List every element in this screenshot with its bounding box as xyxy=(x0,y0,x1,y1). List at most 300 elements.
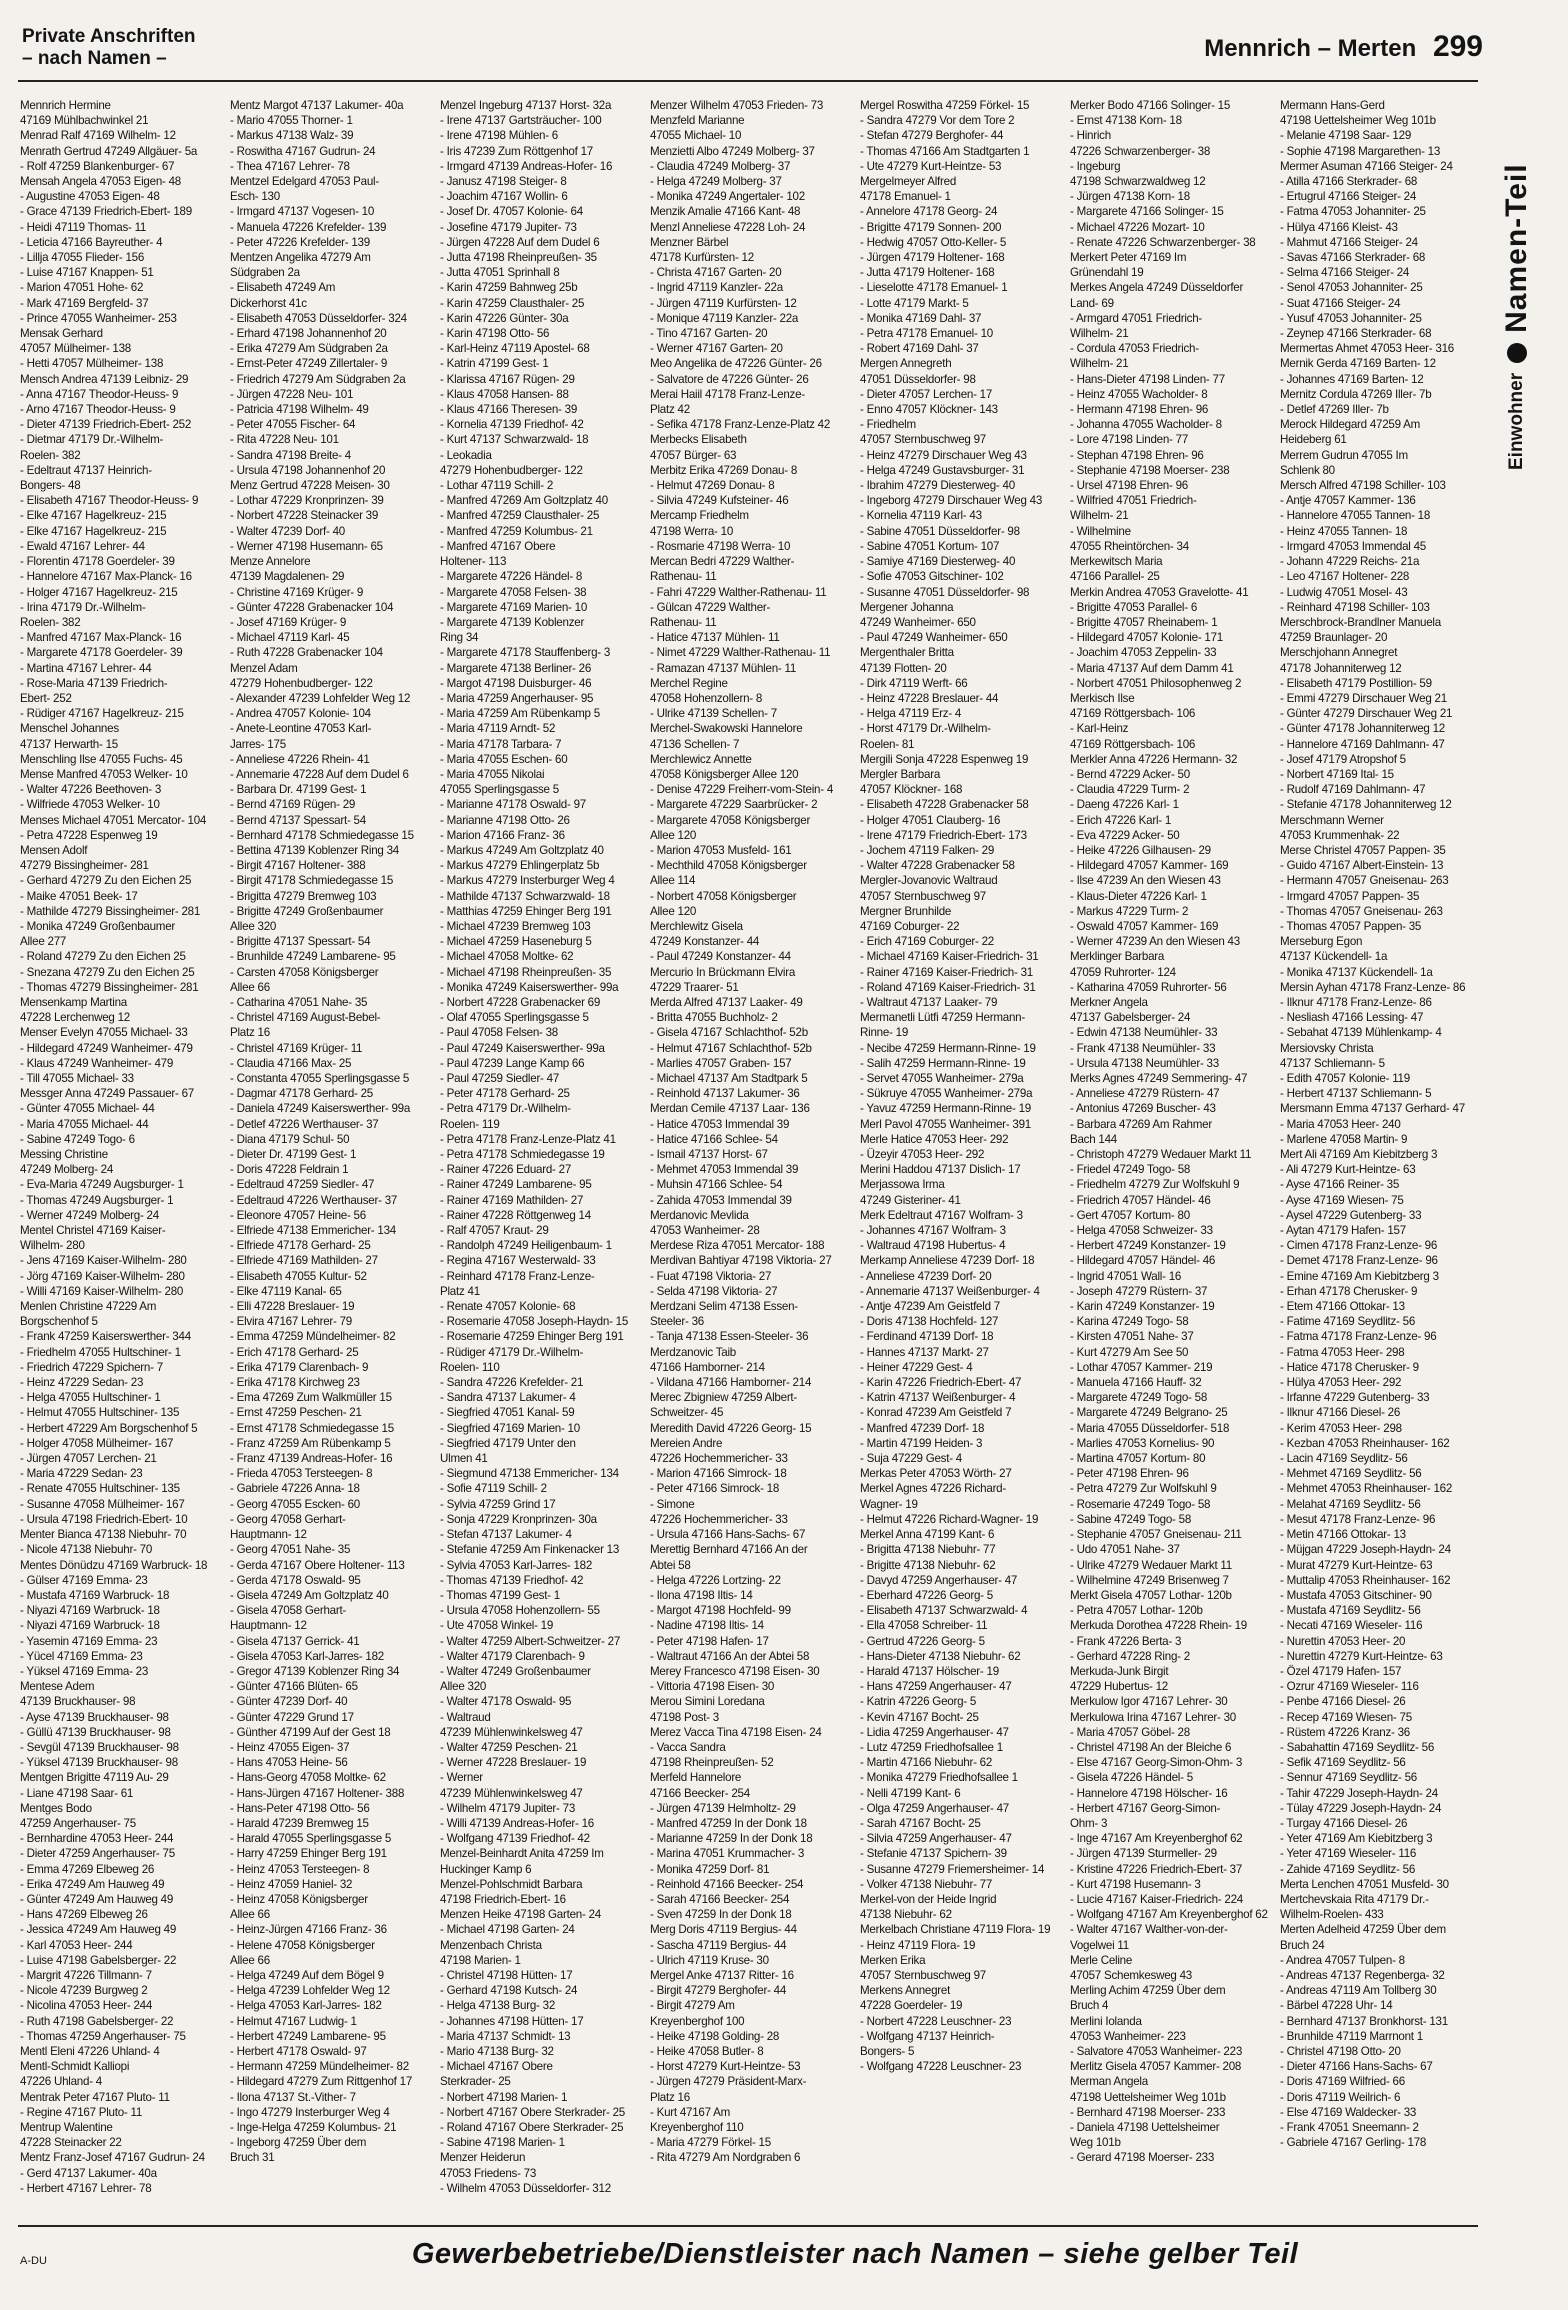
directory-entry: 47169 Mühlbachwinkel 21 xyxy=(20,114,149,128)
directory-entry: - Willi 47169 Kaiser-Wilhelm- 280 xyxy=(20,1284,184,1298)
directory-entry: - Hildegard 47057 Händel- 46 xyxy=(1070,1254,1216,1268)
directory-entry: - Irmgard 47137 Vogesen- 10 xyxy=(230,205,375,219)
directory-entry: 47139 Magdalenen- 29 xyxy=(230,570,345,584)
directory-entry: - Maria 47137 Auf dem Damm 41 xyxy=(1070,661,1234,675)
directory-entry: Mertchevskaia Rita 47179 Dr.- xyxy=(1280,1892,1429,1906)
directory-entry: - Holger 47058 Mülheimer- 167 xyxy=(20,1436,174,1450)
directory-entry: Mentes Dönüdzu 47169 Warbruck- 18 xyxy=(20,1558,208,1572)
directory-entry: - Bernhard 47178 Schmiedegasse 15 xyxy=(230,828,414,842)
section-heading xyxy=(22,26,196,70)
directory-entry: Merse Christel 47057 Pappen- 35 xyxy=(1280,843,1446,857)
directory-entry: - Udo 47051 Nahe- 37 xyxy=(1070,1543,1180,1557)
directory-entry: - Rosemarie 47058 Joseph-Haydn- 15 xyxy=(440,1315,629,1329)
directory-entry: 47229 Traarer- 51 xyxy=(650,980,739,994)
directory-entry: - Eva 47229 Acker- 50 xyxy=(1070,828,1180,842)
directory-entry: - Gisela 47167 Schlachthof- 52b xyxy=(650,1026,808,1040)
directory-entry: - Christoph 47279 Wedauer Markt 11 xyxy=(1070,1148,1252,1162)
directory-entry: - Sabahattin 47169 Seydlitz- 56 xyxy=(1280,1740,1435,1754)
directory-entry: - Olaf 47055 Sperlingsgasse 5 xyxy=(440,1011,589,1025)
directory-entry: Menschling Ilse 47055 Fuchs- 45 xyxy=(20,752,183,766)
directory-entry: - Walter 47226 Beethoven- 3 xyxy=(20,783,162,797)
directory-entry: - Özel 47179 Hafen- 157 xyxy=(1280,1664,1402,1678)
directory-entry: Ulmen 41 xyxy=(440,1452,488,1466)
directory-entry: 47259 Angerhauser- 75 xyxy=(20,1816,136,1830)
directory-entry: - Maria 47229 Sedan- 23 xyxy=(20,1467,143,1481)
directory-entry: - Hannelore 47055 Tannen- 18 xyxy=(1280,509,1431,523)
directory-entry: 47053 Friedens- 73 xyxy=(440,2166,537,2180)
directory-entry: - Tino 47167 Garten- 20 xyxy=(650,327,768,341)
directory-entry: - Elisabeth 47053 Düsseldorfer- 324 xyxy=(230,311,407,325)
directory-entry: - Mustafa 47053 Gitschiner- 90 xyxy=(1280,1588,1432,1602)
directory-entry: - Norbert 47228 Grabenacker 69 xyxy=(440,995,601,1009)
directory-entry: - Herbert 47178 Oswald- 97 xyxy=(230,2045,367,2058)
directory-entry: 47229 Hubertus- 12 xyxy=(1070,1680,1168,1694)
directory-entry: Allee 277 xyxy=(20,935,67,949)
directory-entry: - Michael 47137 Am Stadtpark 5 xyxy=(650,1072,808,1085)
directory-entry: - Anna 47167 Theodor-Heuss- 9 xyxy=(20,387,179,401)
directory-entry: - Lothar 47229 Kronprinzen- 39 xyxy=(230,494,384,508)
directory-entry: - Katrin 47137 Weißenburger- 4 xyxy=(860,1391,1016,1405)
directory-entry: - Paul 47249 Kaiserswerther- 99a xyxy=(440,1041,605,1055)
directory-entry: - Roswitha 47167 Gudrun- 24 xyxy=(230,144,376,158)
directory-entry: - Elisabeth 47228 Grabenacker 58 xyxy=(860,798,1029,812)
directory-entry: Mergelmeyer Alfred xyxy=(860,175,957,189)
directory-entry: - Margarete 47058 Königsberger xyxy=(650,813,811,827)
directory-entry: - Klaus-Dieter 47226 Karl- 1 xyxy=(1070,889,1207,903)
directory-entry: - Günter 47055 Michael- 44 xyxy=(20,1102,155,1116)
directory-entry: - Regine 47167 Pluto- 11 xyxy=(20,2105,143,2119)
directory-entry: - Robert 47169 Dahl- 37 xyxy=(860,342,979,356)
directory-entry: - Rainer 47169 Kaiser-Friedrich- 31 xyxy=(860,965,1033,979)
directory-entry: - Ewald 47167 Lehrer- 44 xyxy=(20,539,145,553)
directory-entry: - Lucie 47167 Kaiser-Friedrich- 224 xyxy=(1070,1892,1243,1906)
directory-entry: Merkewitsch Maria xyxy=(1070,555,1163,569)
directory-entry: Merker Bodo 47166 Solinger- 15 xyxy=(1070,99,1231,112)
directory-entry: Merrem Gudrun 47055 Im xyxy=(1280,448,1408,462)
directory-entry: 47279 Hohenbudberger- 122 xyxy=(230,676,373,690)
directory-entry: - Bettina 47139 Koblenzer Ring 34 xyxy=(230,843,399,857)
directory-entry: - Harald 47137 Hölscher- 19 xyxy=(860,1664,999,1678)
directory-entry: - Hatice 47137 Mühlen- 11 xyxy=(650,631,780,645)
directory-entry: - Andreas 47119 Am Tollberg 30 xyxy=(1280,1984,1437,1998)
directory-entry: - Snezana 47279 Zu den Eichen 25 xyxy=(20,965,195,979)
directory-entry: Dickerhorst 41c xyxy=(230,296,307,310)
directory-entry: 47051 Düsseldorfer- 98 xyxy=(860,372,976,386)
directory-entry: - Herbert 47249 Lambarene- 95 xyxy=(230,2029,386,2043)
directory-entry: - Karina 47249 Togo- 58 xyxy=(1070,1315,1189,1329)
directory-entry: - Peter 47226 Krefelder- 139 xyxy=(230,235,370,249)
directory-entry: 47055 Rheintörchen- 34 xyxy=(1070,539,1189,553)
directory-entry: - Erika 47178 Kirchweg 23 xyxy=(230,1376,360,1390)
directory-entry: 47178 Johanniterweg 12 xyxy=(1280,661,1402,675)
directory-entry: Mensenkamp Martina xyxy=(20,995,127,1009)
directory-entry: Abtei 58 xyxy=(650,1558,691,1572)
directory-entry: - Heinz 47059 Haniel- 32 xyxy=(230,1877,353,1891)
directory-entry: - Ernst 47178 Schmiedegasse 15 xyxy=(230,1421,394,1435)
directory-entry: - Salvatore 47053 Wanheimer- 223 xyxy=(1070,2045,1243,2058)
directory-entry: - Birgit 47279 Am xyxy=(650,1999,735,2013)
footer-banner: Gewerbebetriebe/Dienstleister nach Namen – siehe gelber Teil xyxy=(411,2238,1299,2270)
directory-entry: - Jürgen 47139 Sturmeller- 29 xyxy=(1070,1847,1217,1861)
directory-entry: Allee 66 xyxy=(230,980,270,994)
directory-entry: - Susanne 47051 Düsseldorfer- 98 xyxy=(860,585,1030,599)
directory-entry: - Irene 47137 Gartsträucher- 100 xyxy=(440,114,602,128)
directory-entry: - Helmut 47167 Ludwig- 1 xyxy=(230,2014,357,2028)
directory-entry: - Sükruye 47055 Wanheimer- 279a xyxy=(860,1087,1033,1101)
directory-entry: - Paul 47249 Wanheimer- 650 xyxy=(860,631,1008,645)
directory-entry: - Claudia 47249 Molberg- 37 xyxy=(650,159,791,173)
directory-entry: Ohm- 3 xyxy=(1070,1816,1108,1830)
directory-entry: - Werner 47239 An den Wiesen 43 xyxy=(1070,935,1240,949)
directory-entry: - Sandra 47198 Breite- 4 xyxy=(230,448,351,462)
directory-entry: - Gisela 47058 Gerhart- xyxy=(230,1604,347,1618)
listing-column-4 xyxy=(650,98,850,2163)
directory-entry: Merklinger Barbara xyxy=(1070,950,1165,964)
directory-entry: - Heike 47058 Butler- 8 xyxy=(650,2045,764,2058)
directory-entry: - Daeng 47226 Karl- 1 xyxy=(1070,798,1179,812)
directory-entry: - Yüksel 47169 Emma- 23 xyxy=(20,1664,149,1678)
directory-entry: - Liane 47198 Saar- 61 xyxy=(20,1786,134,1800)
directory-entry: Wilhelm- 21 xyxy=(1070,327,1129,341)
directory-entry: - Constanta 47055 Sperlingsgasse 5 xyxy=(230,1072,410,1085)
directory-entry: - Maria 47259 Angerhauser- 95 xyxy=(440,691,594,705)
directory-entry: - Birgit 47178 Schmiedegasse 15 xyxy=(230,874,394,888)
directory-entry: - Monika 47249 Angertaler- 102 xyxy=(650,190,805,204)
directory-entry: - Ursel 47198 Ehren- 96 xyxy=(1070,479,1188,493)
directory-entry: - Gisela 47137 Gerrick- 41 xyxy=(230,1634,360,1648)
directory-entry: - Hülya 47166 Kleist- 43 xyxy=(1280,220,1398,234)
directory-entry: - Karin 47249 Konstanzer- 19 xyxy=(1070,1300,1215,1314)
directory-entry: - Guido 47167 Albert-Einstein- 13 xyxy=(1280,859,1444,873)
directory-entry: - Karin 47259 Clausthaler- 25 xyxy=(440,296,585,310)
directory-entry: 47057 Klöckner- 168 xyxy=(860,783,963,797)
directory-entry: - Wilfriede 47053 Welker- 10 xyxy=(20,798,160,812)
directory-entry: - Wilfried 47051 Friedrich- xyxy=(1070,494,1197,508)
directory-entry: Bach 144 xyxy=(1070,1132,1117,1146)
directory-entry: - Sabine 47051 Kortum- 107 xyxy=(860,539,1000,553)
bullet-dot-icon xyxy=(1507,343,1527,363)
directory-entry: 47198 Werra- 10 xyxy=(650,524,734,538)
directory-entry: - Gisela 47226 Händel- 5 xyxy=(1070,1771,1193,1785)
directory-entry: - Anete-Leontine 47053 Karl- xyxy=(230,722,372,736)
directory-entry: - Michael 47119 Karl- 45 xyxy=(230,631,350,645)
directory-entry: - Mario 47138 Burg- 32 xyxy=(440,2045,554,2058)
directory-entry: - Peter 47166 Simrock- 18 xyxy=(650,1482,780,1496)
directory-entry: - Erika 47279 Am Südgraben 2a xyxy=(230,342,388,356)
directory-entry: - Augustine 47053 Eigen- 48 xyxy=(20,190,160,204)
directory-entry: - Detlef 47269 Iller- 7b xyxy=(1280,403,1389,417)
directory-entry: - Elisabeth 47249 Am xyxy=(230,281,336,295)
directory-entry: - Karl-Heinz 47119 Apostel- 68 xyxy=(440,342,590,356)
directory-entry: - Heinz 47055 Wacholder- 8 xyxy=(1070,387,1208,401)
directory-entry: - Bernhard 47137 Bronkhorst- 131 xyxy=(1280,2014,1448,2028)
directory-entry: Schlenk 80 xyxy=(1280,463,1335,477)
directory-entry: - Sandra 47137 Lakumer- 4 xyxy=(440,1391,576,1405)
directory-entry: - Ulrike 47279 Wedauer Markt 11 xyxy=(1070,1558,1232,1572)
directory-entry: Mentrak Peter 47167 Pluto- 11 xyxy=(20,2090,170,2104)
directory-entry: - Helmut 47269 Donau- 8 xyxy=(650,479,775,493)
directory-entry: - Ismail 47137 Horst- 67 xyxy=(650,1148,768,1162)
directory-entry: - Necati 47169 Wieseler- 116 xyxy=(1280,1619,1423,1633)
directory-entry: - Hans 47259 Angerhauser- 47 xyxy=(860,1680,1012,1694)
directory-entry: - Reinhold 47137 Lakumer- 36 xyxy=(650,1087,800,1101)
directory-entry: - Fatma 47053 Heer- 298 xyxy=(1280,1345,1405,1359)
directory-entry: Kreyenberghof 110 xyxy=(650,2121,744,2135)
directory-entry: - Bernhardine 47053 Heer- 244 xyxy=(20,1832,174,1846)
directory-entry: - Hedwig 47057 Otto-Keller- 5 xyxy=(860,235,1007,249)
section-heading-line2: – nach Namen – xyxy=(22,48,167,69)
directory-entry: 47198 Friedrich-Ebert- 16 xyxy=(440,1892,566,1906)
directory-entry: Merkin Andrea 47053 Gravelotte- 41 xyxy=(1070,585,1249,599)
directory-entry: - Kezban 47053 Rheinhauser- 162 xyxy=(1280,1436,1450,1450)
directory-entry: 47178 Kurfürsten- 12 xyxy=(650,251,754,265)
directory-entry: - Senol 47053 Johanniter- 25 xyxy=(1280,281,1423,295)
directory-entry: - Ingeborg 47279 Dirschauer Weg 43 xyxy=(860,494,1043,508)
directory-entry: Menz Gertrud 47228 Meisen- 30 xyxy=(230,479,390,493)
directory-entry: - Sebahat 47139 Mühlenkamp- 4 xyxy=(1280,1026,1442,1040)
directory-entry: - Heinz 47055 Eigen- 37 xyxy=(230,1740,350,1754)
directory-entry: - Nurettin 47279 Kurt-Heintze- 63 xyxy=(1280,1649,1443,1663)
directory-entry: - Herbert 47167 Georg-Simon- xyxy=(1070,1801,1221,1815)
directory-entry: - Suat 47166 Steiger- 24 xyxy=(1280,296,1401,310)
directory-entry: - Margarete 47226 Händel- 8 xyxy=(440,570,583,584)
directory-entry: Rathenau- 11 xyxy=(650,570,717,584)
directory-entry: - Claudia 47229 Turm- 2 xyxy=(1070,783,1190,797)
directory-entry: - Manfred 47239 Dorf- 18 xyxy=(860,1421,985,1435)
directory-entry: Mentel Christel 47169 Kaiser- xyxy=(20,1224,166,1238)
directory-entry: Holtener- 113 xyxy=(440,555,507,569)
directory-entry: Mentzel Edelgard 47053 Paul- xyxy=(230,175,379,189)
directory-entry: - Dietmar 47179 Dr.-Wilhelm- xyxy=(20,433,164,447)
directory-entry: 47059 Ruhrorter- 124 xyxy=(1070,965,1176,979)
directory-entry: - Grace 47139 Friedrich-Ebert- 189 xyxy=(20,205,192,219)
directory-entry: 47058 Königsberger Allee 120 xyxy=(650,767,799,781)
directory-entry: - Erich 47226 Karl- 1 xyxy=(1070,813,1172,827)
directory-entry: - Friedhelm 47055 Hultschiner- 1 xyxy=(20,1345,181,1359)
directory-entry: - Thomas 47199 Gest- 1 xyxy=(440,1588,560,1602)
directory-entry: - Yüksel 47139 Bruckhauser- 98 xyxy=(20,1756,178,1770)
directory-entry: - Elisabeth 47137 Schwarzwald- 4 xyxy=(860,1604,1028,1618)
directory-entry: - Stefan 47137 Lakumer- 4 xyxy=(440,1528,572,1542)
directory-entry: - Ute 47058 Winkel- 19 xyxy=(440,1619,554,1633)
directory-entry: 47226 Uhland- 4 xyxy=(20,2075,102,2089)
directory-entry: - Leokadia xyxy=(440,448,492,462)
directory-entry: - Irfanne 47229 Gutenberg- 33 xyxy=(1280,1391,1430,1405)
directory-entry: - Nadine 47198 Iltis- 14 xyxy=(650,1619,764,1633)
directory-entry: - Gertrud 47226 Georg- 5 xyxy=(860,1634,985,1648)
directory-entry: - Peter 47198 Ehren- 96 xyxy=(1070,1467,1189,1481)
directory-entry: - Holger 47051 Clauberg- 16 xyxy=(860,813,1001,827)
directory-entry: - Antje 47057 Kammer- 136 xyxy=(1280,494,1416,508)
directory-entry: - Markus 47279 Insterburger Weg 4 xyxy=(440,874,615,888)
directory-entry: - Monika 47279 Friedhofsallee 1 xyxy=(860,1771,1018,1785)
directory-entry: Merkelbach Christiane 47119 Flora- 19 xyxy=(860,1923,1051,1937)
directory-entry: - Thomas 47057 Gneisenau- 263 xyxy=(1280,904,1443,918)
directory-entry: - Hannelore 47169 Dahlmann- 47 xyxy=(1280,737,1445,751)
directory-entry: - Ingeborg 47259 Über dem xyxy=(230,2136,367,2150)
directory-entry: - Norbert 47228 Leuschner- 23 xyxy=(860,2014,1012,2028)
directory-entry: - Rudolf 47169 Dahlmann- 47 xyxy=(1280,783,1426,797)
directory-entry: Mersiovsky Christa xyxy=(1280,1041,1374,1055)
directory-entry: - Sabine 47249 Togo- 58 xyxy=(1070,1512,1192,1526)
directory-entry: Merseburg Egon xyxy=(1280,935,1363,949)
directory-entry: - Paul 47058 Felsen- 38 xyxy=(440,1026,558,1040)
directory-entry: - Manfred 47269 Am Goltzplatz 40 xyxy=(440,494,608,508)
directory-entry: - Hatice 47166 Schlee- 54 xyxy=(650,1132,778,1146)
directory-entry: - Günther 47199 Auf der Gest 18 xyxy=(230,1725,391,1739)
directory-entry: - Florentin 47178 Goerdeler- 39 xyxy=(20,555,175,569)
directory-entry: - Erika 47249 Am Hauweg 49 xyxy=(20,1877,165,1891)
directory-entry: - Anneliese 47239 Dorf- 20 xyxy=(860,1269,992,1283)
directory-entry: - Ingeburg xyxy=(1070,159,1121,173)
directory-entry: Sterkrader- 25 xyxy=(440,2075,511,2089)
directory-entry: - Karl 47053 Heer- 244 xyxy=(20,1938,133,1952)
directory-entry: Borgschenhof 5 xyxy=(20,1315,98,1329)
directory-entry: - Irmgard 47139 Andreas-Hofer- 16 xyxy=(440,159,613,173)
directory-entry: - Joachim 47167 Wollin- 6 xyxy=(440,190,568,204)
directory-entry: Südgraben 2a xyxy=(230,266,300,280)
directory-entry: - Hermann 47057 Gneisenau- 263 xyxy=(1280,874,1449,888)
directory-entry: Mensah Angela 47053 Eigen- 48 xyxy=(20,175,181,189)
directory-entry: Menzl Anneliese 47228 Loh- 24 xyxy=(650,220,806,234)
directory-entry: - Mathilde 47279 Bissingheimer- 281 xyxy=(20,904,201,918)
directory-entry: - Cimen 47178 Franz-Lenze- 96 xyxy=(1280,1239,1438,1253)
directory-entry: Wilhelm-Roelen- 433 xyxy=(1280,1908,1384,1922)
directory-entry: - Stefanie 47259 Am Finkenacker 13 xyxy=(440,1543,620,1557)
directory-entry: - Elli 47228 Breslauer- 19 xyxy=(230,1300,355,1314)
directory-entry: - Silvia 47259 Angerhauser- 47 xyxy=(860,1832,1012,1846)
directory-entry: Merle Hatice 47053 Heer- 292 xyxy=(860,1132,1009,1146)
directory-entry: 47198 Post- 3 xyxy=(650,1710,719,1724)
listing-column-1 xyxy=(20,98,220,2195)
directory-entry: Merman Angela xyxy=(1070,2075,1148,2089)
directory-entry: - Doris 47138 Hochfeld- 127 xyxy=(860,1315,999,1329)
directory-entry: - Etem 47166 Ottokar- 13 xyxy=(1280,1300,1405,1314)
directory-entry: - Sefika 47178 Franz-Lenze-Platz 42 xyxy=(650,418,831,432)
directory-entry: Mergenthaler Britta xyxy=(860,646,954,660)
directory-entry: - Mehmet 47053 Immendal 39 xyxy=(650,1163,799,1177)
directory-entry: - Hannelore 47198 Hölscher- 16 xyxy=(1070,1786,1228,1800)
directory-entry: - Regina 47167 Westerwald- 33 xyxy=(440,1254,596,1268)
directory-entry: - Jessica 47249 Am Hauweg 49 xyxy=(20,1923,177,1937)
directory-entry: - Holger 47167 Hagelkreuz- 215 xyxy=(20,585,178,599)
directory-entry: - Walter 47228 Grabenacker 58 xyxy=(860,859,1015,873)
directory-entry: Mersin Ayhan 47178 Franz-Lenze- 86 xyxy=(1280,980,1466,994)
directory-entry: - Elvira 47167 Lehrer- 79 xyxy=(230,1315,352,1329)
directory-entry: - Barbara Dr. 47199 Gest- 1 xyxy=(230,783,367,797)
directory-entry: Hauptmann- 12 xyxy=(230,1528,307,1542)
directory-entry: - Mustafa 47169 Warbruck- 18 xyxy=(20,1588,170,1602)
directory-entry: - Marion 47166 Franz- 36 xyxy=(440,828,565,842)
directory-entry: - Catharina 47051 Nahe- 35 xyxy=(230,995,368,1009)
directory-entry: - Denise 47229 Freiherr-vom-Stein- 4 xyxy=(650,783,834,797)
directory-entry: - Emma 47269 Elbeweg 26 xyxy=(20,1862,155,1876)
directory-entry: - Manuela 47226 Krefelder- 139 xyxy=(230,220,387,234)
directory-entry: Menzenbach Christa xyxy=(440,1938,542,1952)
directory-entry: Mereien Andre xyxy=(650,1436,723,1450)
directory-entry: 47166 Hamborner- 214 xyxy=(650,1360,765,1374)
directory-entry: Mentl Eleni 47226 Uhland- 4 xyxy=(20,2045,160,2058)
directory-entry: - Karin 47259 Bahnweg 25b xyxy=(440,281,578,295)
directory-entry: Merle Celine xyxy=(1070,1953,1133,1967)
directory-entry: - Ilknur 47178 Franz-Lenze- 86 xyxy=(1280,995,1432,1009)
directory-entry: - Ilona 47137 St.-Vither- 7 xyxy=(230,2090,356,2104)
directory-entry: - Reinhold 47166 Beecker- 254 xyxy=(650,1877,804,1891)
directory-entry: Merbecks Elisabeth xyxy=(650,433,747,447)
directory-entry: - Christel 47198 Otto- 20 xyxy=(1280,2045,1401,2058)
directory-entry: - Anneliese 47226 Rhein- 41 xyxy=(230,752,370,766)
directory-entry: Platz 41 xyxy=(440,1284,480,1298)
directory-entry: - Vildana 47166 Hamborner- 214 xyxy=(650,1376,812,1390)
directory-entry: - Yusuf 47053 Johanniter- 25 xyxy=(1280,311,1422,325)
directory-entry: Allee 120 xyxy=(650,828,697,842)
directory-entry: - Emine 47169 Am Kiebitzberg 3 xyxy=(1280,1269,1439,1283)
directory-entry: Menzietti Albo 47249 Molberg- 37 xyxy=(650,144,815,158)
directory-entry: - Norbert 47228 Steinacker 39 xyxy=(230,509,379,523)
directory-entry: - Savas 47166 Sterkrader- 68 xyxy=(1280,251,1426,265)
directory-entry: - Petra 47228 Espenweg 19 xyxy=(20,828,158,842)
directory-entry: - Heinz 47055 Tannen- 18 xyxy=(1280,524,1408,538)
directory-entry: - Siegfried 47051 Kanal- 59 xyxy=(440,1406,575,1420)
directory-entry: - Sonja 47229 Kronprinzen- 30a xyxy=(440,1512,597,1526)
directory-entry: - Yeter 47169 Wieseler- 116 xyxy=(1280,1847,1417,1861)
directory-entry: - Ema 47269 Zum Walkmüller 15 xyxy=(230,1391,392,1405)
directory-entry: - Maria 47057 Göbel- 28 xyxy=(1070,1725,1190,1739)
directory-entry: - Yasemin 47169 Emma- 23 xyxy=(20,1634,158,1648)
directory-entry: - Luise 47167 Knappen- 51 xyxy=(20,266,154,280)
directory-entry: - Heike 47226 Gilhausen- 29 xyxy=(1070,843,1211,857)
directory-entry: - Ernst-Peter 47249 Zillertaler- 9 xyxy=(230,357,388,371)
directory-entry: - Reinhard 47178 Franz-Lenze- xyxy=(440,1269,595,1283)
directory-entry: - Heinz 47053 Tersteegen- 8 xyxy=(230,1862,370,1876)
directory-entry: 47169 Coburger- 22 xyxy=(860,919,960,933)
directory-entry: - Kerim 47053 Heer- 298 xyxy=(1280,1421,1402,1435)
directory-entry: 47228 Goerdeler- 19 xyxy=(860,1999,963,2013)
directory-entry: - Carsten 47058 Königsberger xyxy=(230,965,379,979)
directory-entry: - Sofie 47119 Schill- 2 xyxy=(440,1482,547,1496)
directory-entry: Mercamp Friedhelm xyxy=(650,509,749,523)
directory-entry: 47239 Mühlenwinkelsweg 47 xyxy=(440,1725,583,1739)
directory-entry: - Kurt 47137 Schwarzwald- 18 xyxy=(440,433,589,447)
directory-entry: - Kornelia 47119 Karl- 43 xyxy=(860,509,982,523)
directory-entry: - Brigitta 47279 Bremweg 103 xyxy=(230,889,377,903)
directory-entry: Allee 66 xyxy=(230,1953,270,1967)
directory-entry: Heideberg 61 xyxy=(1280,433,1347,447)
directory-entry: - Sabine 47051 Düsseldorfer- 98 xyxy=(860,524,1020,538)
directory-entry: - Edith 47057 Kolonie- 119 xyxy=(1280,1072,1410,1085)
directory-entry: Ebert- 252 xyxy=(20,691,72,705)
directory-entry: - Alexander 47239 Lohfelder Weg 12 xyxy=(230,691,411,705)
directory-entry: Menzfeld Marianne xyxy=(650,114,745,128)
directory-entry: - Doris 47228 Feldrain 1 xyxy=(230,1163,349,1177)
directory-entry: - Herbert 47137 Schliemann- 5 xyxy=(1280,1087,1432,1101)
directory-entry: Merdivan Bahtiyar 47198 Viktoria- 27 xyxy=(650,1254,832,1268)
directory-entry: - Gerd 47137 Lakumer- 40a xyxy=(20,2166,157,2180)
directory-entry: 47139 Flotten- 20 xyxy=(860,661,947,675)
directory-entry: - Werner 47167 Garten- 20 xyxy=(650,342,783,356)
directory-entry: - Friedhelm 47279 Zur Wolfskuhl 9 xyxy=(1070,1178,1240,1192)
directory-entry: Merey Francesco 47198 Eisen- 30 xyxy=(650,1664,820,1678)
directory-entry: Meredith David 47226 Georg- 15 xyxy=(650,1421,812,1435)
directory-entry: - Lothar 47119 Schill- 2 xyxy=(440,479,554,493)
directory-entry: - Thea 47167 Lehrer- 78 xyxy=(230,159,350,173)
directory-entry: - Hannelore 47167 Max-Planck- 16 xyxy=(20,570,192,584)
directory-entry: - Melahat 47169 Seydlitz- 56 xyxy=(1280,1497,1421,1511)
directory-entry: - Bernd 47137 Spessart- 54 xyxy=(230,813,366,827)
directory-entry: - Dieter 47166 Hans-Sachs- 67 xyxy=(1280,2060,1433,2074)
directory-entry: - Klaus 47249 Wanheimer- 479 xyxy=(20,1056,174,1070)
directory-entry: - Waltraud 47198 Hubertus- 4 xyxy=(860,1239,1006,1253)
